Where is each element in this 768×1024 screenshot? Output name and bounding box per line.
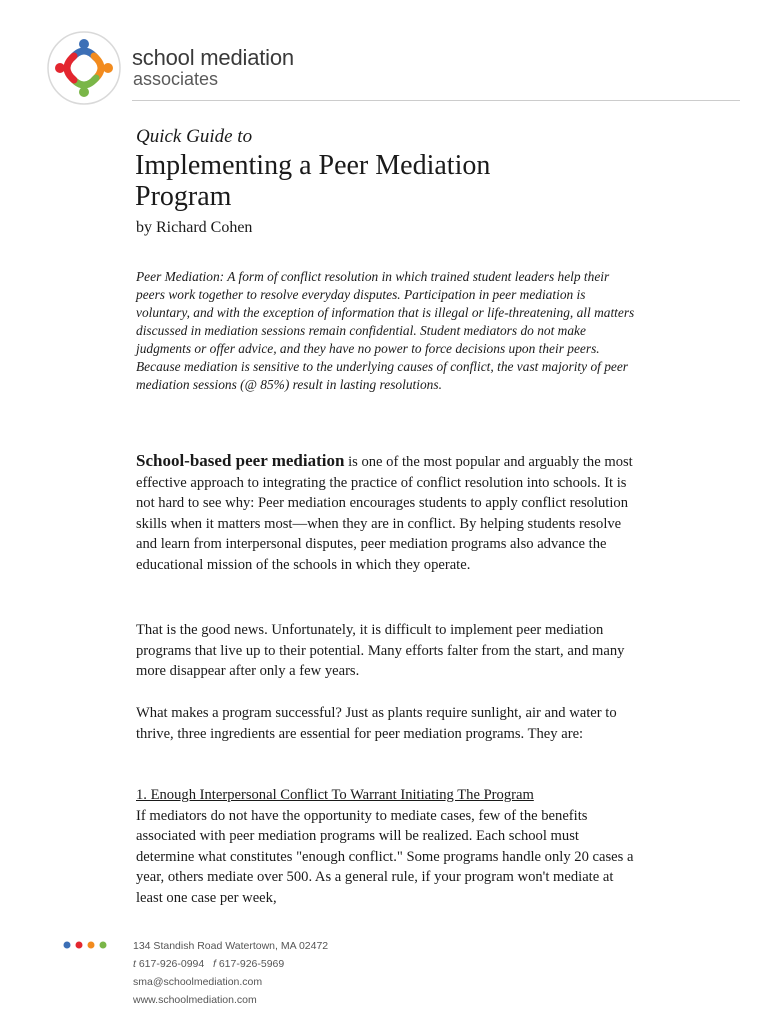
school-mediation-logo: [46, 30, 122, 106]
tel-number: 617-926-0994: [138, 958, 205, 970]
org-subtitle: associates: [133, 69, 219, 89]
footer-dot-green: [100, 942, 107, 949]
definition-paragraph: Peer Mediation: A form of conflict resolution in which trained student leaders help their peers work together to resolve everyday disputes. Participation in peer mediation is voluntary, and with the exception of information that is illegal or life-threatening, all matters discussed in mediation sessions remain confidential. Student mediators do not make judgments or offer advice, and they have no power to force decisions upon their peers. Because mediation is sensitive to the underlying causes of conflict, the vast majority of peer mediation sessions (@ 85%) result in lasting resolutions.: [136, 269, 635, 392]
footer-website[interactable]: www.schoolmediation.com: [133, 994, 257, 1006]
org-name: school mediation: [132, 45, 294, 70]
footer-address: 134 Standish Road Watertown, MA 02472: [133, 940, 329, 952]
section-1-text: If mediators do not have the opportunity to mediate cases, few of the benefits associated with peer mediation programs will be realized. Each school must determine what constitutes "enough conflict." Some programs handle only 20 cases a year, others mediate over 500. As a general rule, if your program won't mediate at least one case per week,: [136, 807, 634, 906]
good-news-paragraph: That is the good news. Unfortunately, it is difficult to implement peer mediation programs that live up to their potential. Many efforts falter from the start, and many more disappear after only a few years.: [136, 622, 625, 680]
doc-kicker: Quick Guide to: [136, 126, 253, 147]
doc-byline: by Richard Cohen: [136, 219, 253, 236]
fax-label: f: [213, 958, 216, 970]
intro-lead: School-based peer mediation: [136, 451, 345, 470]
footer-dot-orange: [88, 942, 95, 949]
footer-dots: [63, 941, 109, 949]
tel-label: t: [133, 958, 136, 970]
footer-dot-red: [76, 942, 83, 949]
ingredients-paragraph: What makes a program successful? Just as plants require sunlight, air and water to thrive, three ingredients are essential for peer mediation programs. They are:: [136, 705, 617, 742]
section-1: [136, 785, 636, 909]
footer-contact: [133, 937, 328, 1009]
footer-dot-blue: [64, 942, 71, 949]
intro-text: is one of the most popular and arguably the most effective approach to integrating the practice of conflict resolution into schools. It is not hard to see why: Peer mediation encourages students to apply conflict resolution skills when it matters most—when they are in conflict. By helping students resolve and learn from interpersonal disputes, peer mediation programs also advance the educational mission of the schools in which they operate.: [136, 454, 633, 573]
footer-email[interactable]: sma@schoolmediation.com: [133, 976, 263, 988]
fax-number: 617-926-5969: [218, 958, 285, 970]
section-1-heading: 1. Enough Interpersonal Conflict To Warrant Initiating The Program: [136, 787, 534, 803]
doc-title: Implementing a Peer Mediation Program: [135, 150, 491, 212]
intro-paragraph: [136, 451, 636, 576]
footer-phones: [133, 955, 328, 973]
header-divider: [132, 100, 740, 101]
